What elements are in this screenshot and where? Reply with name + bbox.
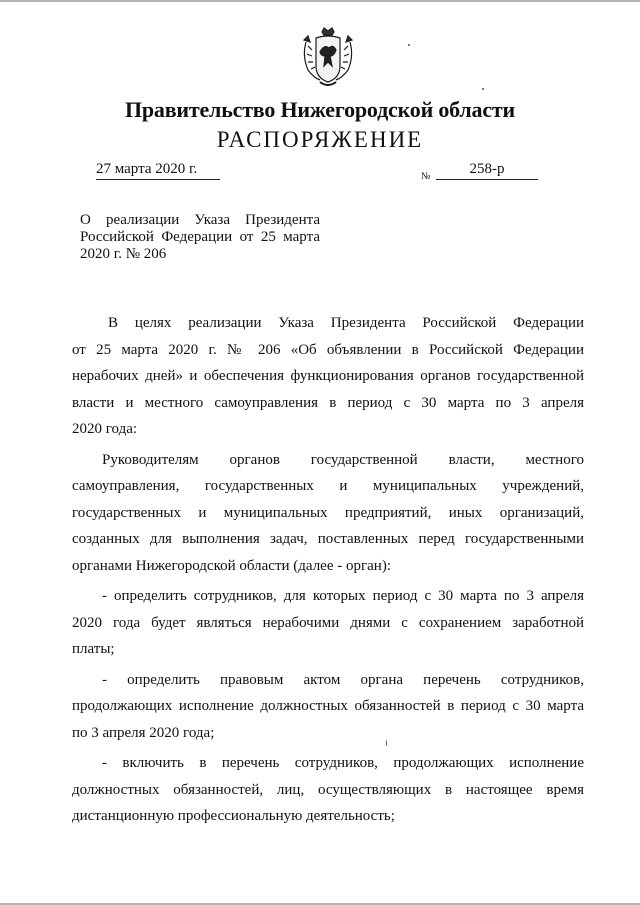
body-line: созданных для выполнения задач, поставленных перед государственными (72, 531, 584, 547)
body-line: должностных обязанностей, лиц, осуществляющих в настоящее время (72, 781, 584, 798)
body-line: Руководителям органов государственной власти, местного (102, 451, 584, 468)
body-line: власти и местного самоуправления в период с 30 марта по 3 апреля (72, 394, 584, 411)
scan-speck (482, 88, 484, 90)
number-sign: № (421, 171, 431, 182)
body-paragraph (72, 583, 584, 663)
document-date: 27 марта 2020 г. (96, 161, 220, 180)
government-name: Правительство Нижегородской области (124, 97, 515, 122)
body-paragraph (72, 310, 584, 443)
scan-edge-top (0, 0, 640, 2)
body-line: 2020 года: (72, 421, 138, 437)
body-line: - включить в перечень сотрудников, продолжающих исполнение (102, 755, 584, 771)
body-line: платы; (72, 641, 115, 657)
subject-line: О реализации Указа Президента (80, 212, 320, 228)
body-line: дистанционную профессиональную деятельность; (72, 808, 395, 824)
body-line: - определить сотрудников, для которых период с 30 марта по 3 апреля (102, 588, 584, 604)
body-paragraph (72, 750, 584, 830)
body-line: государственных и муниципальных предприятий, иных организаций, (72, 504, 584, 521)
body-line: от 25 марта 2020 г. № 206 «Об объявлении в Российской Федерации (72, 341, 584, 358)
subject-line: Российской Федерации от 25 марта (80, 229, 320, 245)
subject-line: 2020 г. № 206 (80, 246, 167, 262)
scan-speck (408, 44, 410, 46)
document-body (72, 310, 584, 834)
body-line: В целях реализации Указа Президента Российской Федерации (108, 315, 584, 331)
document-type: РАСПОРЯЖЕНИЕ (216, 127, 424, 152)
document-number: 258-р (436, 161, 538, 180)
body-line: 2020 года будет являться нерабочими днями с сохранением заработной (72, 614, 584, 631)
body-line: органами Нижегородской области (далее - орган): (72, 557, 391, 574)
scan-speck (386, 740, 387, 746)
body-line: продолжающих исполнение должностных обязанностей в период с 30 марта (72, 698, 584, 714)
body-paragraph (72, 667, 584, 747)
body-line: самоуправления, государственных и муниципальных учреждений, (72, 478, 584, 494)
document-subject (80, 212, 320, 263)
body-line: нерабочих дней» и обеспечения функционирования органов государственной (72, 368, 584, 384)
body-line: - определить правовым актом органа перечень сотрудников, (102, 671, 584, 688)
coat-of-arms-icon (298, 26, 358, 88)
body-paragraph (72, 447, 584, 580)
body-line: по 3 апреля 2020 года; (72, 724, 215, 741)
